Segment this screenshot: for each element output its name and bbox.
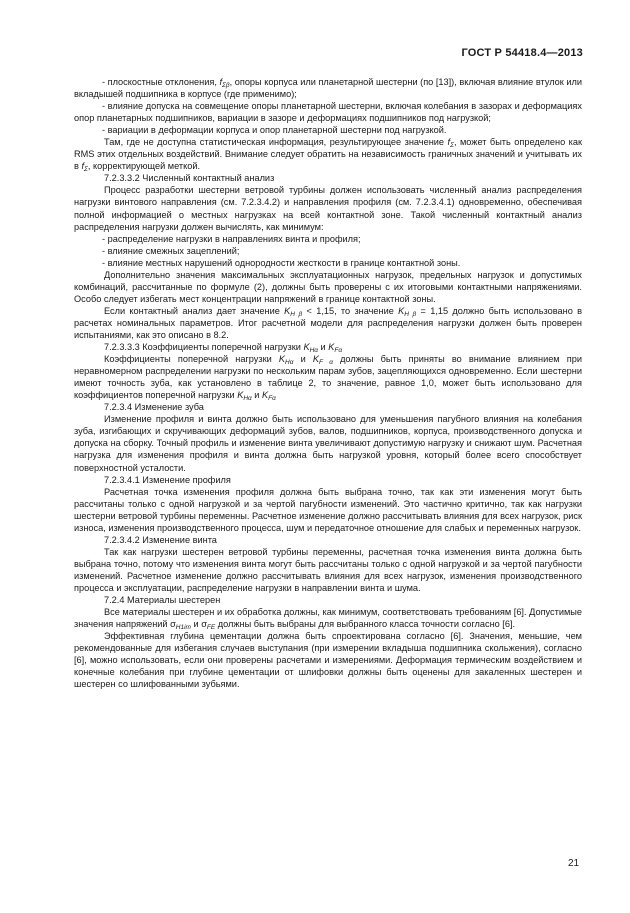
paragraph-transverse-factors: Коэффициенты поперечной нагрузки $K_{H\alpha}$ и $K_{F \alpha}$ должны быть приняты во внимание влиянием при неравномерном распределении нагрузки по нескольким парам зубов, зацепляющихся одновременно. Если шестерни имеют точность зуба, как установлено в таблице 2, то значение, равное 1,0, может быть использовано для коэффициентов поперечной нагрузки $K_{H\alpha}$ и $K_{F\alpha}$ [74, 354, 582, 403]
paragraph-max-loads: Дополнительно значения максимальных эксплуатационных нагрузок, предельных нагрузок и допустимых комбинаций, рассчитанные по формуле (2), должны быть проверены с их итоговыми контактными напряжениями. Особо следует избегать мест концентрации напряжений в границе контактной зоны. [74, 269, 582, 304]
section-heading-7-2-3-3-3: 7.2.3.3.3 Коэффициенты поперечной нагрузки $K_{H\alpha}$ и $K_{F\alpha}$ [104, 342, 343, 355]
list-item: - влияние местных нарушений однородности жесткости в границе контактной зоны. [102, 257, 461, 268]
paragraph-helix-modification: Так как нагрузки шестерен ветровой турбины переменны, расчетная точка изменения винта должна быть выбрана точно, потому что изменения винта могут быть рассчитаны только с одной нагрузкой и за чертой пагубности изменений. Расчетное изменение должно рассчитывать влияния для всех нагрузок, изменения производственного процесса и эксплуатации, распределение нагрузки в направлении винта и шума. [74, 546, 582, 593]
paragraph-housing-deformation: - вариации в деформации корпуса и опор планетарной шестерни под нагрузкой. [102, 125, 447, 136]
paragraph-tooth-modification: Изменение профиля и винта должно быть использовано для уменьшения пагубного влияния на колебания зуба, изгибающих и скручивающих деформаций зубов, валов, подшипников, корпуса, производственного допуска и допуска на сборку. Точный профиль и изменение винта увеличивают допустимую нагрузку и снижают шум. Расчетная нагрузка для изменения профиля и винта должна быть нагрузкой уровня, который более всего способствует поверхностной усталости. [74, 414, 582, 473]
list-item: - влияние смежных зацеплений; [102, 245, 240, 256]
list-item: - распределение нагрузки в направлениях винта и профиля; [102, 233, 361, 244]
page-number: 21 [568, 858, 580, 869]
section-heading-7-2-3-4-2: 7.2.3.4.2 Изменение винта [104, 534, 217, 545]
paragraph-khb: Если контактный анализ дает значение $K_{H \beta} < 1,15$, то значение $K_{H \beta} = 1,15$ должно быть использовано в расчетах номинальных параметров. Итог расчетной модели для распределения нагрузки должен быть проверен испытаниями, как это описано в 8.2. [74, 305, 583, 340]
paragraph-case-depth: Эффективная глубина цементации должна быть спроектирована согласно [6]. Значения, меньшие, чем рекомендованные для избегания случаев выступания (при измерении вкладыша подшипника скольжения), согласно [6], можно использовать, если они проверены расчетами и измерениями. Деформация термическим воздействием и конечные колебания при глубине цементации от шлифовки должны быть оценены для закаленных шестерен и шестерен со шлифованными зубьями. [74, 631, 582, 690]
section-heading-7-2-3-4-1: 7.2.3.4.1 Изменение профиля [104, 474, 231, 485]
section-heading-7-2-4: 7.2.4 Материалы шестерен [104, 595, 221, 606]
document-header: ГОСТ Р 54418.4—2013 [461, 47, 583, 59]
paragraph-numerical-analysis: Процесс разработки шестерни ветровой турбины должен использовать численный анализ распределения нагрузки винтового направления (см. 7.2.3.4.2) и направления профиля (см. 7.2.3.4.1) одновременно, обеспечивая полной информацией о местных нагрузках на всей контактной зоне. Такой численный контактный анализ распределения нагрузки должен вычислять, как минимум: [74, 185, 582, 232]
document-body [74, 76, 582, 690]
paragraph-alignment-tolerance: - влияние допуска на совмещение опоры планетарной шестерни, включая колебания в зазорах и деформациях опор планетарных подшипников, вариации в зазоре и деформациях подшипников под нагрузкой; [74, 101, 582, 124]
paragraph-flatness: - плоскостные отклонения, $f_{\Sigma\beta}$, опоры корпуса или планетарной шестерни (по [13]), включая влияние втулок или вкладышей подшипника в корпусе (где применимо); [74, 77, 582, 100]
paragraph-gear-materials: Все материалы шестерен и их обработка должны, как минимум, соответствовать требованиям [6]. Допустимые значения напряжений $\sigma_{H1im}$ и $\sigma_{FE}$ должны быть выбраны для выбранного класса точности согласно [6]. [74, 607, 582, 632]
paragraph-profile-modification: Расчетная точка изменения профиля должна быть выбрана точно, так как эти изменения могут быть рассчитаны только с одной нагрузкой и за чертой пагубности изменений. Это частично критично, так как нагрузки шестерни ветровой турбины переменны. Расчетное изменение должно рассчитывать влияния для всех нагрузок, риск износа, изменения производственного процесса, шум и передаточное отношение для слабых и переменных нагрузок. [74, 486, 582, 533]
section-heading-7-2-3-3-2: 7.2.3.3.2 Численный контактный анализ [104, 173, 275, 184]
paragraph-rms: Там, где не доступна статистическая информация, результирующее значение $f_\Sigma$, может быть определено как RMS этих отдельных воздействий. Внимание следует обратить на независимость граничных значений и учитывать их в $f_\Sigma$, корректирующей меткой. [74, 137, 582, 174]
section-heading-7-2-3-4: 7.2.3.4 Изменение зуба [104, 402, 204, 413]
